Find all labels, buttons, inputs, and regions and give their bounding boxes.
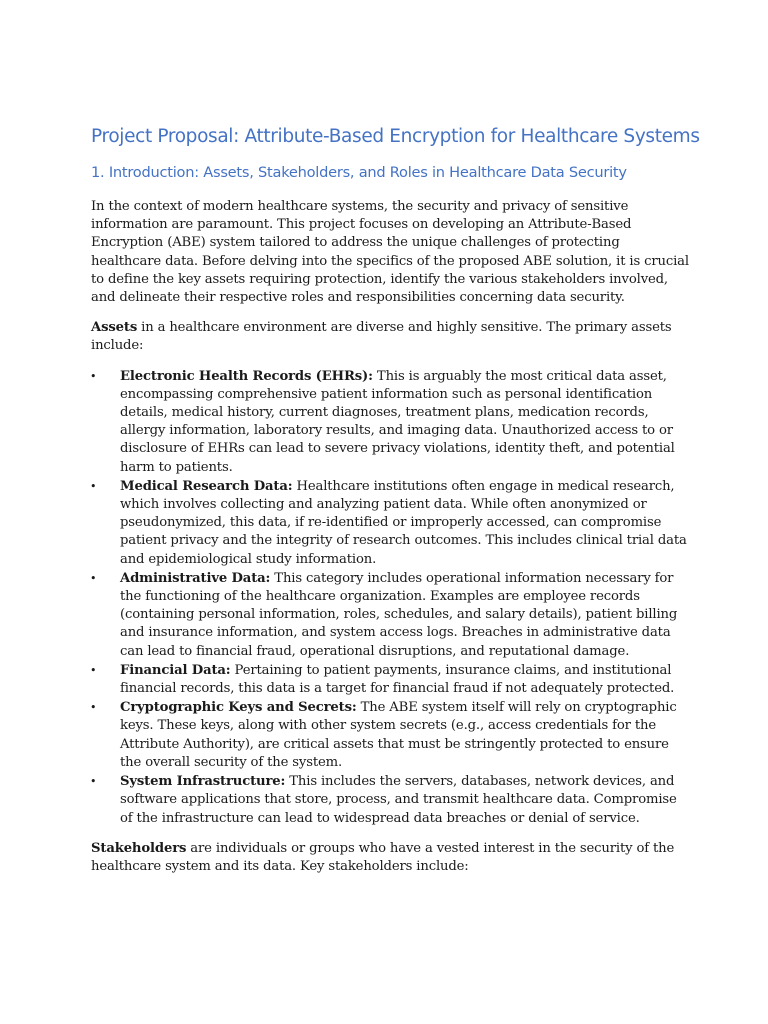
list-item (91, 570, 691, 661)
assets-list (91, 368, 691, 828)
list-item (91, 478, 691, 569)
list-item (91, 368, 691, 477)
bullet-icon: • (90, 571, 97, 585)
bullet-icon: • (90, 701, 97, 715)
bullet-icon: • (90, 479, 97, 493)
asset-description: This includes the servers, databases, network devices, and software applications that store, process, and transmit healthcare data. Compromise of the infrastructure can lead to widespread data breaches or denial of service. (120, 774, 677, 826)
asset-term: Medical Research Data: (120, 478, 293, 494)
list-item (91, 662, 691, 698)
asset-term: System Infrastructure: (120, 774, 286, 790)
section-heading: 1. Introduction: Assets, Stakeholders, and Roles in Healthcare Data Security (91, 164, 627, 181)
bullet-icon: • (90, 663, 97, 677)
document-page (90, 124, 700, 888)
stakeholders-paragraph-text: are individuals or groups who have a vested interest in the security of the healthcare system and its data. Key stakeholders include: (91, 840, 675, 874)
list-item (91, 699, 691, 772)
stakeholders-term: Stakeholders (91, 840, 187, 856)
asset-description: The ABE system itself will rely on cryptographic keys. These keys, along with other system secrets (e.g., access credentials for the Attribute Authority), are critical assets that must be stringently protected to ensure the overall security of the system. (120, 700, 677, 770)
document-title: Project Proposal: Attribute-Based Encryption for Healthcare Systems (91, 126, 700, 147)
asset-description: This category includes operational information necessary for the functioning of the healthcare organization. Examples are employee records (containing personal information, roles, schedules, and salary details), patient billing and insurance information, and system access logs. Breaches in administrative data can lead to financial fraud, operational disruptions, and reputational damage. (120, 570, 678, 659)
asset-description: Pertaining to patient payments, insurance claims, and institutional financial records, this data is a target for financial fraud if not adequately protected. (120, 662, 675, 697)
bullet-icon: • (90, 775, 97, 789)
asset-description: Healthcare institutions often engage in medical research, which involves collecting and analyzing patient data. While often anonymized or pseudonymized, this data, if re-identified or improperly accessed, can compromise patient privacy and the integrity of research outcomes. This includes clinical trial data and epidemiological study information. (120, 478, 687, 567)
asset-term: Electronic Health Records (EHRs): (120, 368, 373, 384)
stakeholders-paragraph (91, 840, 691, 876)
asset-term: Administrative Data: (120, 570, 271, 586)
assets-term: Assets (91, 320, 138, 336)
asset-term: Cryptographic Keys and Secrets: (120, 700, 357, 716)
assets-paragraph-text: in a healthcare environment are diverse and highly sensitive. The primary assets include: (91, 320, 672, 354)
asset-description: This is arguably the most critical data asset, encompassing comprehensive patient information such as personal identification details, medical history, current diagnoses, treatment plans, medication records, allergy information, laboratory results, and imaging data. Unauthorized access to or disclosure of EHRs can lead to severe privacy violations, identity theft, and potential harm to patients. (120, 368, 675, 475)
list-item (91, 773, 691, 828)
bullet-icon: • (90, 369, 97, 383)
asset-term: Financial Data: (120, 662, 231, 678)
intro-paragraph: In the context of modern healthcare systems, the security and privacy of sensitive information are paramount. This project focuses on developing an Attribute-Based Encryption (ABE) system tailored to address the unique challenges of protecting healthcare data. Before delving into the specifics of the proposed ABE solution, it is crucial to define the key assets requiring protection, identify the various stakeholders involved, and delineate their respective roles and responsibilities concerning data security. (91, 199, 689, 306)
assets-paragraph (91, 319, 691, 355)
